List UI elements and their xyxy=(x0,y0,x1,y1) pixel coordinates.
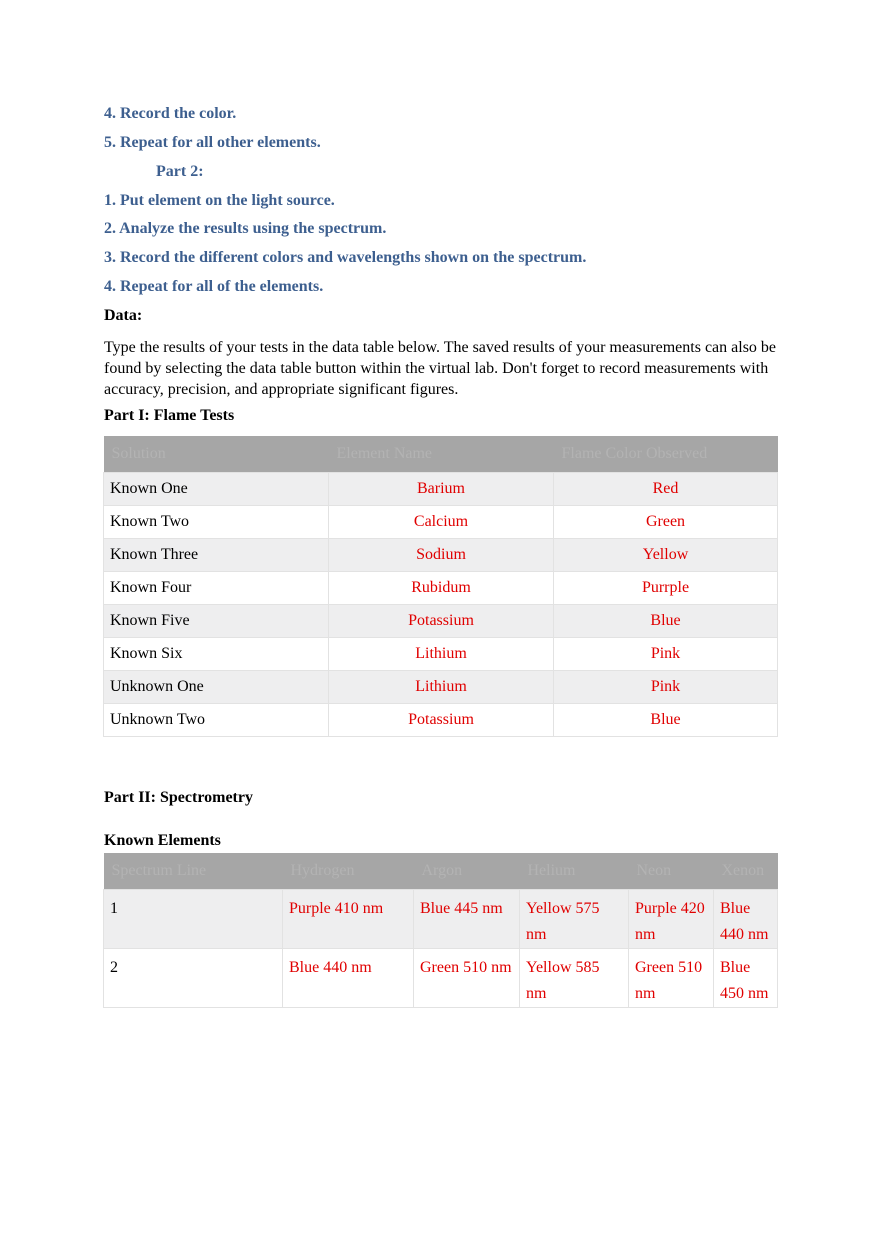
known-elements-heading: Known Elements xyxy=(104,832,221,849)
step: 4. Repeat for all of the elements. xyxy=(104,278,324,295)
table-row xyxy=(104,949,778,1008)
step: 2. Analyze the results using the spectrum. xyxy=(104,220,387,237)
data-paragraph: Type the results of your tests in the data table below. The saved results of your measurements can also be found by selecting the data table button within the virtual lab. Don't forget to record measurements with accuracy, precision, and appropriate significant figures. xyxy=(104,339,777,398)
table-cell[interactable]: Known Three xyxy=(104,539,329,572)
table-row xyxy=(104,539,778,572)
table-row xyxy=(104,605,778,638)
col-header: Flame Color Observed xyxy=(554,436,778,473)
part1-heading: Part I: Flame Tests xyxy=(104,407,235,424)
table-cell[interactable]: Sodium xyxy=(329,539,554,572)
table-cell[interactable]: Blue 440 nm xyxy=(283,949,414,1008)
table-cell[interactable]: Green 510 nm xyxy=(629,949,714,1008)
part2-heading: Part 2: xyxy=(156,163,204,180)
table-cell[interactable]: 2 xyxy=(104,949,283,1008)
table-cell[interactable]: Blue 450 nm xyxy=(714,949,778,1008)
table-cell[interactable]: Unknown Two xyxy=(104,704,329,737)
table-cell[interactable]: Rubidum xyxy=(329,572,554,605)
table-cell[interactable]: Known Two xyxy=(104,506,329,539)
col-header: Solution xyxy=(104,436,329,473)
table-cell[interactable]: Potassium xyxy=(329,605,554,638)
step: 4. Record the color. xyxy=(104,105,237,122)
step: 1. Put element on the light source. xyxy=(104,192,335,209)
table-cell[interactable]: Potassium xyxy=(329,704,554,737)
col-header: Xenon xyxy=(714,853,778,890)
table-cell[interactable]: Barium xyxy=(329,473,554,506)
spectrometry-table xyxy=(103,853,778,1008)
col-header: Helium xyxy=(520,853,629,890)
table-row xyxy=(104,890,778,949)
table-cell[interactable]: Blue xyxy=(554,605,778,638)
table-cell[interactable]: Purrple xyxy=(554,572,778,605)
step: 5. Repeat for all other elements. xyxy=(104,134,321,151)
table-cell[interactable]: Lithium xyxy=(329,638,554,671)
table-cell[interactable]: Known One xyxy=(104,473,329,506)
col-header: Element Name xyxy=(329,436,554,473)
table-cell[interactable]: Unknown One xyxy=(104,671,329,704)
table-row xyxy=(104,704,778,737)
table-row xyxy=(104,506,778,539)
table-cell[interactable]: Lithium xyxy=(329,671,554,704)
table-cell[interactable]: Red xyxy=(554,473,778,506)
table-cell[interactable]: Green xyxy=(554,506,778,539)
table-cell[interactable]: Known Six xyxy=(104,638,329,671)
table-cell[interactable]: Known Four xyxy=(104,572,329,605)
col-header: Hydrogen xyxy=(283,853,414,890)
table-cell[interactable]: 1 xyxy=(104,890,283,949)
table-cell[interactable]: Blue xyxy=(554,704,778,737)
table-cell[interactable]: Green 510 nm xyxy=(414,949,520,1008)
table-cell[interactable]: Yellow xyxy=(554,539,778,572)
table-cell[interactable]: Pink xyxy=(554,671,778,704)
col-header: Spectrum Line xyxy=(104,853,283,890)
table-cell[interactable]: Blue 445 nm xyxy=(414,890,520,949)
part2-title: Part II: Spectrometry xyxy=(104,789,253,806)
step: 3. Record the different colors and wavelengths shown on the spectrum. xyxy=(104,249,587,266)
col-header: Argon xyxy=(414,853,520,890)
table-cell[interactable]: Purple 420 nm xyxy=(629,890,714,949)
table-cell[interactable]: Known Five xyxy=(104,605,329,638)
table-row xyxy=(104,671,778,704)
table-cell[interactable]: Yellow 575 nm xyxy=(520,890,629,949)
col-header: Neon xyxy=(629,853,714,890)
table-cell[interactable]: Calcium xyxy=(329,506,554,539)
data-heading: Data: xyxy=(104,307,143,324)
table-cell[interactable]: Pink xyxy=(554,638,778,671)
table-row xyxy=(104,473,778,506)
table-row xyxy=(104,638,778,671)
table-cell[interactable]: Blue 440 nm xyxy=(714,890,778,949)
table-row xyxy=(104,572,778,605)
table-cell[interactable]: Purple 410 nm xyxy=(283,890,414,949)
table-cell[interactable]: Yellow 585 nm xyxy=(520,949,629,1008)
flame-test-table xyxy=(103,436,778,737)
